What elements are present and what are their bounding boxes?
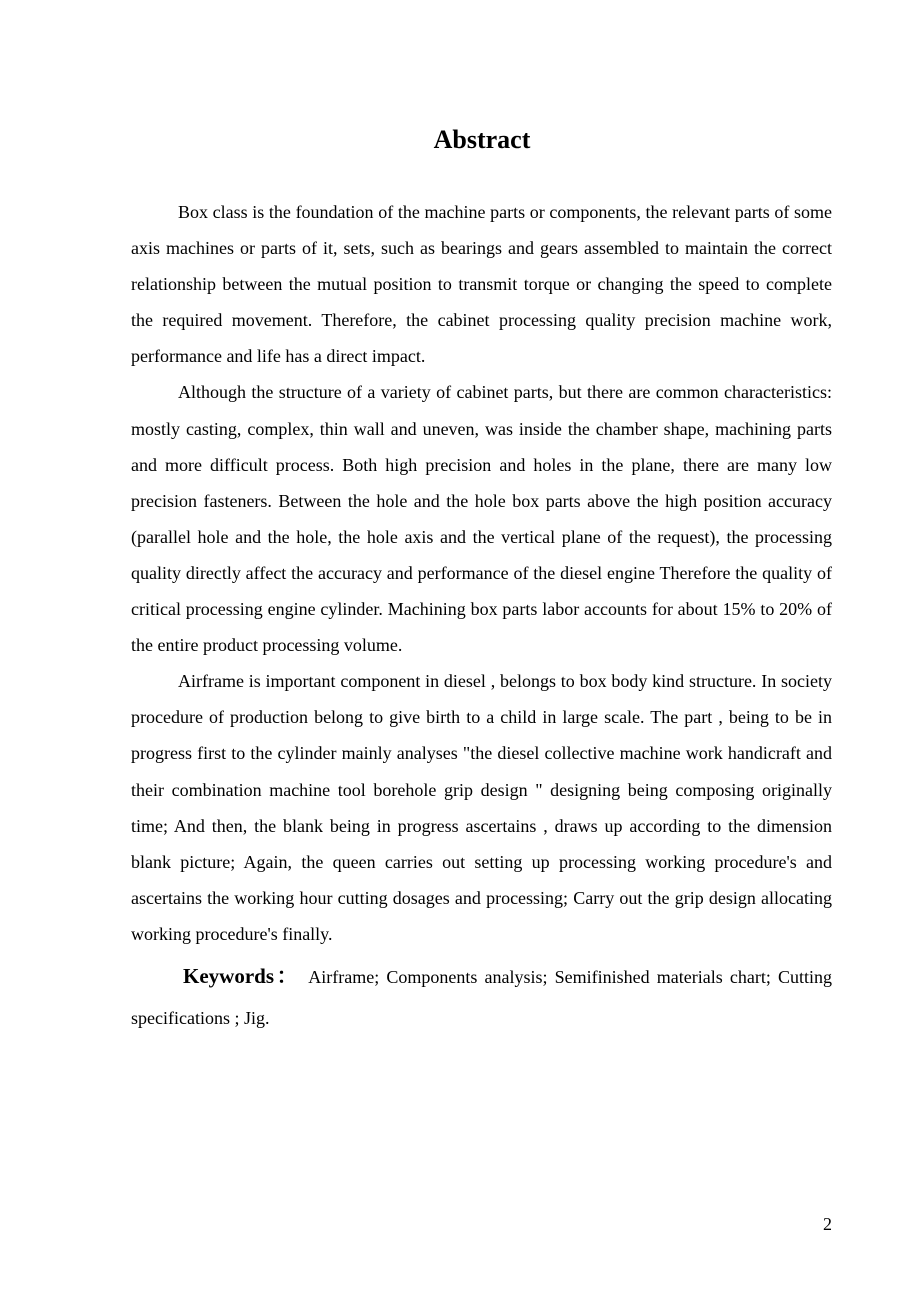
keywords-text: Airframe; Components analysis; Semifinished materials chart; Cutting specifications ; Jig. <box>131 966 833 1028</box>
keywords-line <box>131 956 832 1039</box>
abstract-paragraph-3: Airframe is important component in diesel , belongs to box body kind structure. In society procedure of production belong to give birth to a child in large scale. The part , being to be in progress first to the cylinder mainly analyses "the diesel collective machine work handicraft and their combination machine tool borehole grip design " designing being composing originally time; And then, the blank being in progress ascertains , draws up according to the dimension blank picture; Again, the queen carries out setting up processing working procedure's and ascertains the working hour cutting dosages and processing; Carry out the grip design allocating working procedure's finally. <box>131 671 832 944</box>
abstract-body <box>131 194 832 1039</box>
abstract-paragraph-1: Box class is the foundation of the machine parts or components, the relevant parts of some axis machines or parts of it, sets, such as bearings and gears assembled to maintain the correct relationship between the mutual position to transmit torque or changing the speed to complete the required movement. Therefore, the cabinet processing quality precision machine work, performance and life has a direct impact. <box>131 202 832 367</box>
keywords-label: Keywords： <box>183 963 301 988</box>
abstract-title: Abstract <box>433 125 531 154</box>
page-number: 2 <box>823 1214 832 1234</box>
abstract-paragraph-2: Although the structure of a variety of cabinet parts, but there are common characteristics: mostly casting, complex, thin wall and uneven, was inside the chamber shape, machining parts and more difficult process. Both high precision and holes in the plane, there are many low precision fasteners. Between the hole and the hole box parts above the high position accuracy (parallel hole and the hole, the hole axis and the vertical plane of the request), the processing quality directly affect the accuracy and performance of the diesel engine Therefore the quality of critical processing engine cylinder. Machining box parts labor accounts for about 15% to 20% of the entire product processing volume. <box>131 382 832 656</box>
